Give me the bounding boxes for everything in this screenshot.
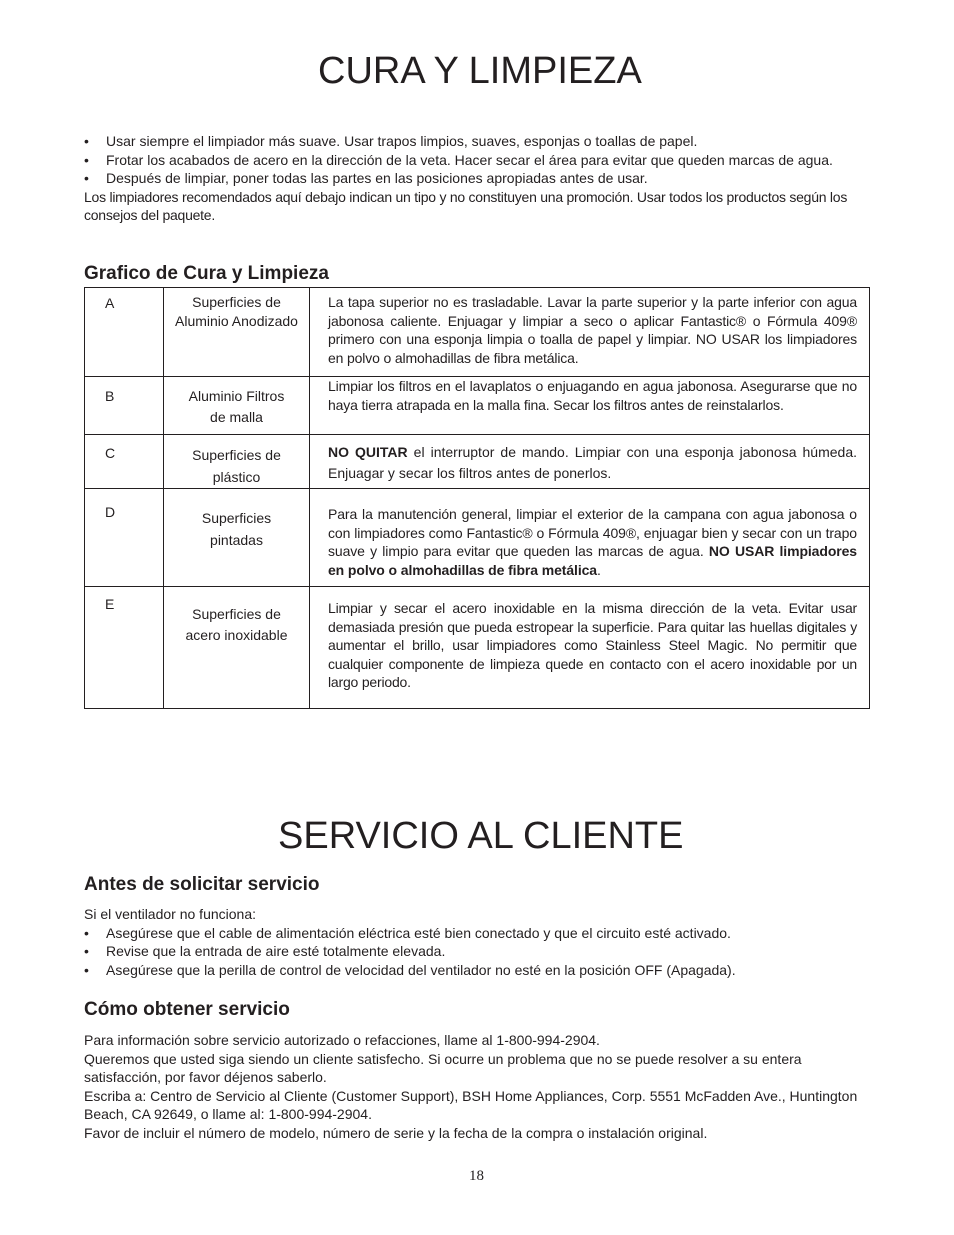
row-letter: A [85,288,164,377]
before-service-section [84,905,874,979]
row-letter: E [85,587,164,709]
care-table [84,287,870,709]
list-item: • Asegúrese que la perilla de control de velocidad del ventilador no esté en la posición OFF (Apagada). [84,961,736,978]
service-paragraph: Queremos que usted siga siendo un cliente satisfecho. Si ocurre un problema que no se puede resolver a su entera satisfacción, por favor déjenos saberlo. [84,1050,802,1085]
service-paragraph: Para información sobre servicio autorizado o refacciones, llame al 1-800-994-2904. [84,1032,600,1048]
care-note: Los limpiadores recomendados aquí debajo indican un tipo y no constituyen una promoción. Usar todos los productos según los consejos del paquete. [84,188,848,223]
service-title: SERVICIO AL CLIENTE [278,815,684,857]
row-surface: Superficies de acero inoxidable [164,587,310,709]
table-row [85,435,870,489]
before-service-intro: Si el ventilador no funciona: [84,906,256,922]
table-row [85,587,870,709]
row-surface: Superficies pintadas [164,489,310,587]
care-title: CURA Y LIMPIEZA [318,50,642,92]
list-item: • Después de limpiar, poner todas las partes en las posiciones apropiadas antes de usar. [84,170,648,186]
row-surface: Superficies de plástico [164,435,310,489]
row-instructions: Para la manutención general, limpiar el exterior de la campana con agua jabonosa o con limpiadores como Fantastic® o Fórmula 409®, enjuagar bien y secar con un trapo suave y limpio para evitar que queden las marcas de agua. NO USAR limpiadores en polvo o almohadillas de fibra metálica. [310,489,870,587]
table-row [85,288,870,377]
row-surface: Superficies de Aluminio Anodizado [164,288,310,377]
table-row [85,377,870,435]
how-service-section [84,1031,874,1142]
row-letter: C [85,435,164,489]
row-instructions: NO QUITAR el interruptor de mando. Limpiar con una esponja jabonosa húmeda. Enjuagar y secar los filtros antes de ponerlos. [310,435,870,489]
row-instructions: Limpiar y secar el acero inoxidable en la misma dirección de la veta. Evitar usar demasiada presión que pueda estropear la superficie. Para quitar las huellas digitales y aumentar el brillo, usar limpiadores como Stainless Steel Magic. No permitir que cualquier componente de limpieza quede en contacto con el acero inoxidable por un largo periodo. [310,587,870,709]
row-letter: B [85,377,164,435]
before-service-heading: Antes de solicitar servicio [84,874,320,895]
page-number: 18 [469,1168,484,1184]
service-paragraph: Escriba a: Centro de Servicio al Cliente (Customer Support), BSH Home Appliances, Corp. 5551 McFadden Ave., Huntington Beach, CA 92649, o llame al: 1-800-994-2904. [84,1087,858,1122]
table-row [85,489,870,587]
row-letter: D [85,489,164,587]
service-paragraph: Favor de incluir el número de modelo, número de serie y la fecha de la compra o instalación original. [84,1124,708,1141]
list-item: • Asegúrese que el cable de alimentación eléctrica esté bien conectado y que el circuito esté activado. [84,924,731,941]
row-instructions: La tapa superior no es trasladable. Lavar la parte superior y la parte inferior con agua jabonosa caliente. Enjuagar y limpiar a seco o aplicar Fantastic® o Fórmula 409® primero con una esponja limpia o toalla de papel y limpiar. NO USAR los limpiadores en polvo o almohadillas de fibra metálica. [310,288,870,377]
list-item: • Frotar los acabados de acero en la dirección de la veta. Hacer secar el área para evitar que queden marcas de agua. [84,151,833,168]
row-surface: Aluminio Filtros de malla [164,377,310,435]
list-item: • Revise que la entrada de aire esté totalmente elevada. [84,943,446,959]
how-service-heading: Cómo obtener servicio [84,999,290,1020]
chart-heading: Grafico de Cura y Limpieza [84,263,329,284]
row-instructions: Limpiar los filtros en el lavaplatos o enjuagando en agua jabonosa. Asegurarse que no haya tierra atrapada en la malla fina. Secar los filtros antes de reinstalarlos. [310,377,870,435]
care-bullets [84,132,874,225]
list-item: • Usar siempre el limpiador más suave. Usar trapos limpios, suaves, esponjas o toallas de papel. [84,133,698,149]
